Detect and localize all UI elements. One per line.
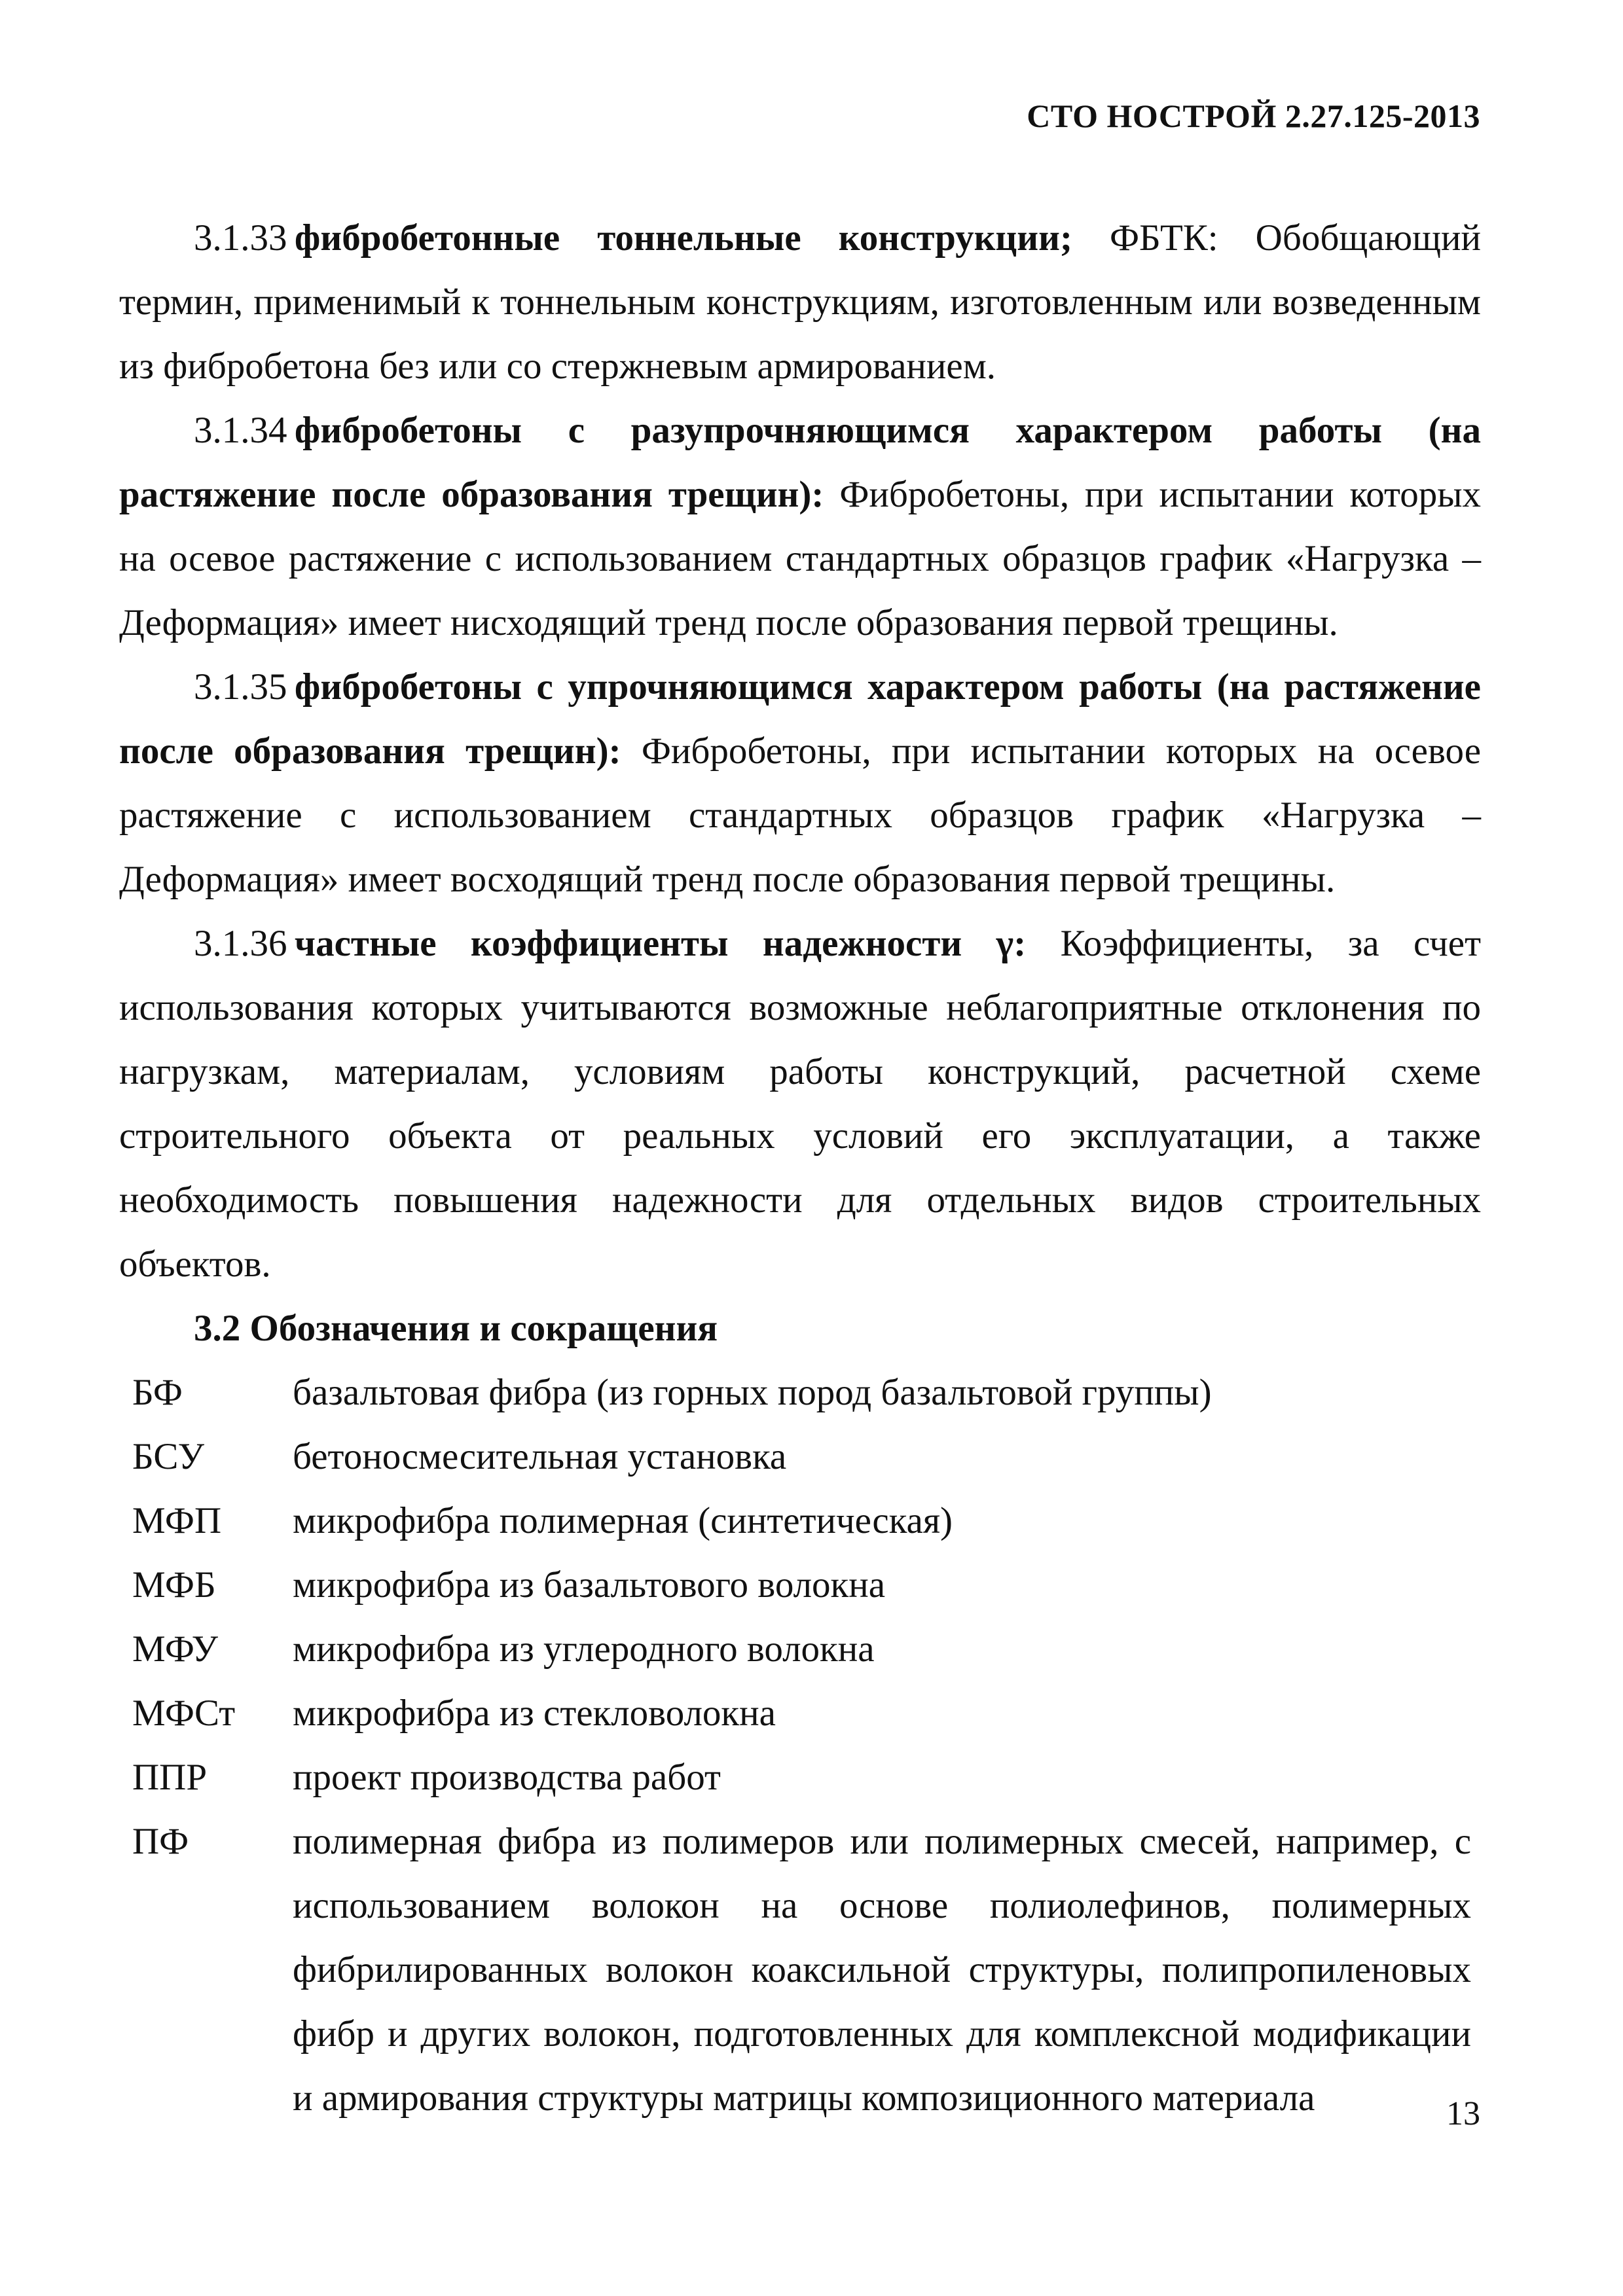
abbreviation-row: [119, 1617, 1481, 1681]
abbreviation-row: [119, 1681, 1481, 1746]
abbreviation-code: БФ: [132, 1372, 183, 1413]
abbreviation-code: МФП: [132, 1500, 222, 1541]
abbreviation-description: микрофибра полимерная (синтетическая): [293, 1500, 953, 1541]
abbreviation-row: [119, 1746, 1481, 1810]
abbreviation-code: МФУ: [132, 1628, 218, 1670]
definition-term: частные коэффициенты надежности γ:: [294, 923, 1027, 964]
document-code-header: СТО НОСТРОЙ 2.27.125-2013: [1027, 98, 1480, 134]
page-number: 13: [1446, 2095, 1480, 2132]
definition-text: Фибробетоны, при испытании которых на осевое растяжение с использованием стандартных образцов график «Нагрузка – Деформация» имеет нисходящий тренд после образования первой трещины.: [119, 474, 1481, 643]
abbreviation-row: [119, 1361, 1481, 1425]
abbreviation-description: микрофибра из стекловолокна: [293, 1693, 776, 1734]
abbreviation-code: БСУ: [132, 1436, 204, 1477]
definition-term: фибробетоны с упрочняющимся характером работы (на растяжение после образования трещин):: [119, 666, 1481, 772]
abbreviation-row: [119, 1489, 1481, 1553]
definition-number: 3.1.35: [194, 666, 287, 708]
definition-term: фибробетонные тоннельные конструкции;: [294, 217, 1072, 259]
definition-number: 3.1.33: [194, 217, 287, 259]
definition-3-1-35: [119, 655, 1481, 912]
abbreviation-code: МФБ: [132, 1564, 216, 1605]
definition-text: ФБТК: Обобщающий термин, применимый к тоннельным конструкциям, изготовленным или возведенным из фибробетона без или со стержневым армированием.: [119, 217, 1481, 387]
definition-3-1-33: [119, 206, 1481, 399]
abbreviation-description: полимерная фибра из полимеров или полимерных смесей, например, с использованием волокон на основе полиолефинов, полимерных фибрилированных волокон коаксильной структуры, полипропиленовых фибр и других волокон, подготовленных для комплексной модификации и армирования структуры матрицы композиционного материала: [293, 1821, 1471, 2119]
definition-term: фибробетоны с разупрочняющимся характером работы (на растяжение после образования трещин):: [119, 410, 1481, 515]
definition-3-1-36: [119, 912, 1481, 1297]
page-content: [119, 206, 1481, 2130]
section-heading: 3.2 Обозначения и сокращения: [194, 1308, 718, 1349]
definition-3-1-34: [119, 399, 1481, 655]
definition-number: 3.1.36: [194, 923, 287, 964]
abbreviation-code: ППР: [132, 1757, 208, 1798]
abbreviation-description: базальтовая фибра (из горных пород базальтовой группы): [293, 1372, 1212, 1413]
abbreviation-row: [119, 1425, 1481, 1489]
abbreviations-list: [119, 1361, 1481, 2130]
definition-text: Фибробетоны, при испытании которых на осевое растяжение с использованием стандартных образцов график «Нагрузка – Деформация» имеет восходящий тренд после образования первой трещины.: [119, 730, 1481, 900]
abbreviation-code: МФСт: [132, 1693, 236, 1734]
abbreviation-description: проект производства работ: [293, 1757, 721, 1798]
abbreviation-description: микрофибра из базальтового волокна: [293, 1564, 886, 1605]
abbreviation-row: [119, 1810, 1481, 2130]
abbreviation-description: бетоносмесительная установка: [293, 1436, 787, 1477]
definition-number: 3.1.34: [194, 410, 287, 451]
abbreviation-description: микрофибра из углеродного волокна: [293, 1628, 875, 1670]
abbreviation-row: [119, 1553, 1481, 1617]
abbreviation-code: ПФ: [132, 1821, 189, 1862]
definition-text: Коэффициенты, за счет использования которых учитываются возможные неблагоприятные отклонения по нагрузкам, материалам, условиям работы конструкций, расчетной схеме строительного объекта от реальных условий его эксплуатации, а также необходимость повышения надежности для отдельных видов строительных объектов.: [119, 923, 1481, 1285]
